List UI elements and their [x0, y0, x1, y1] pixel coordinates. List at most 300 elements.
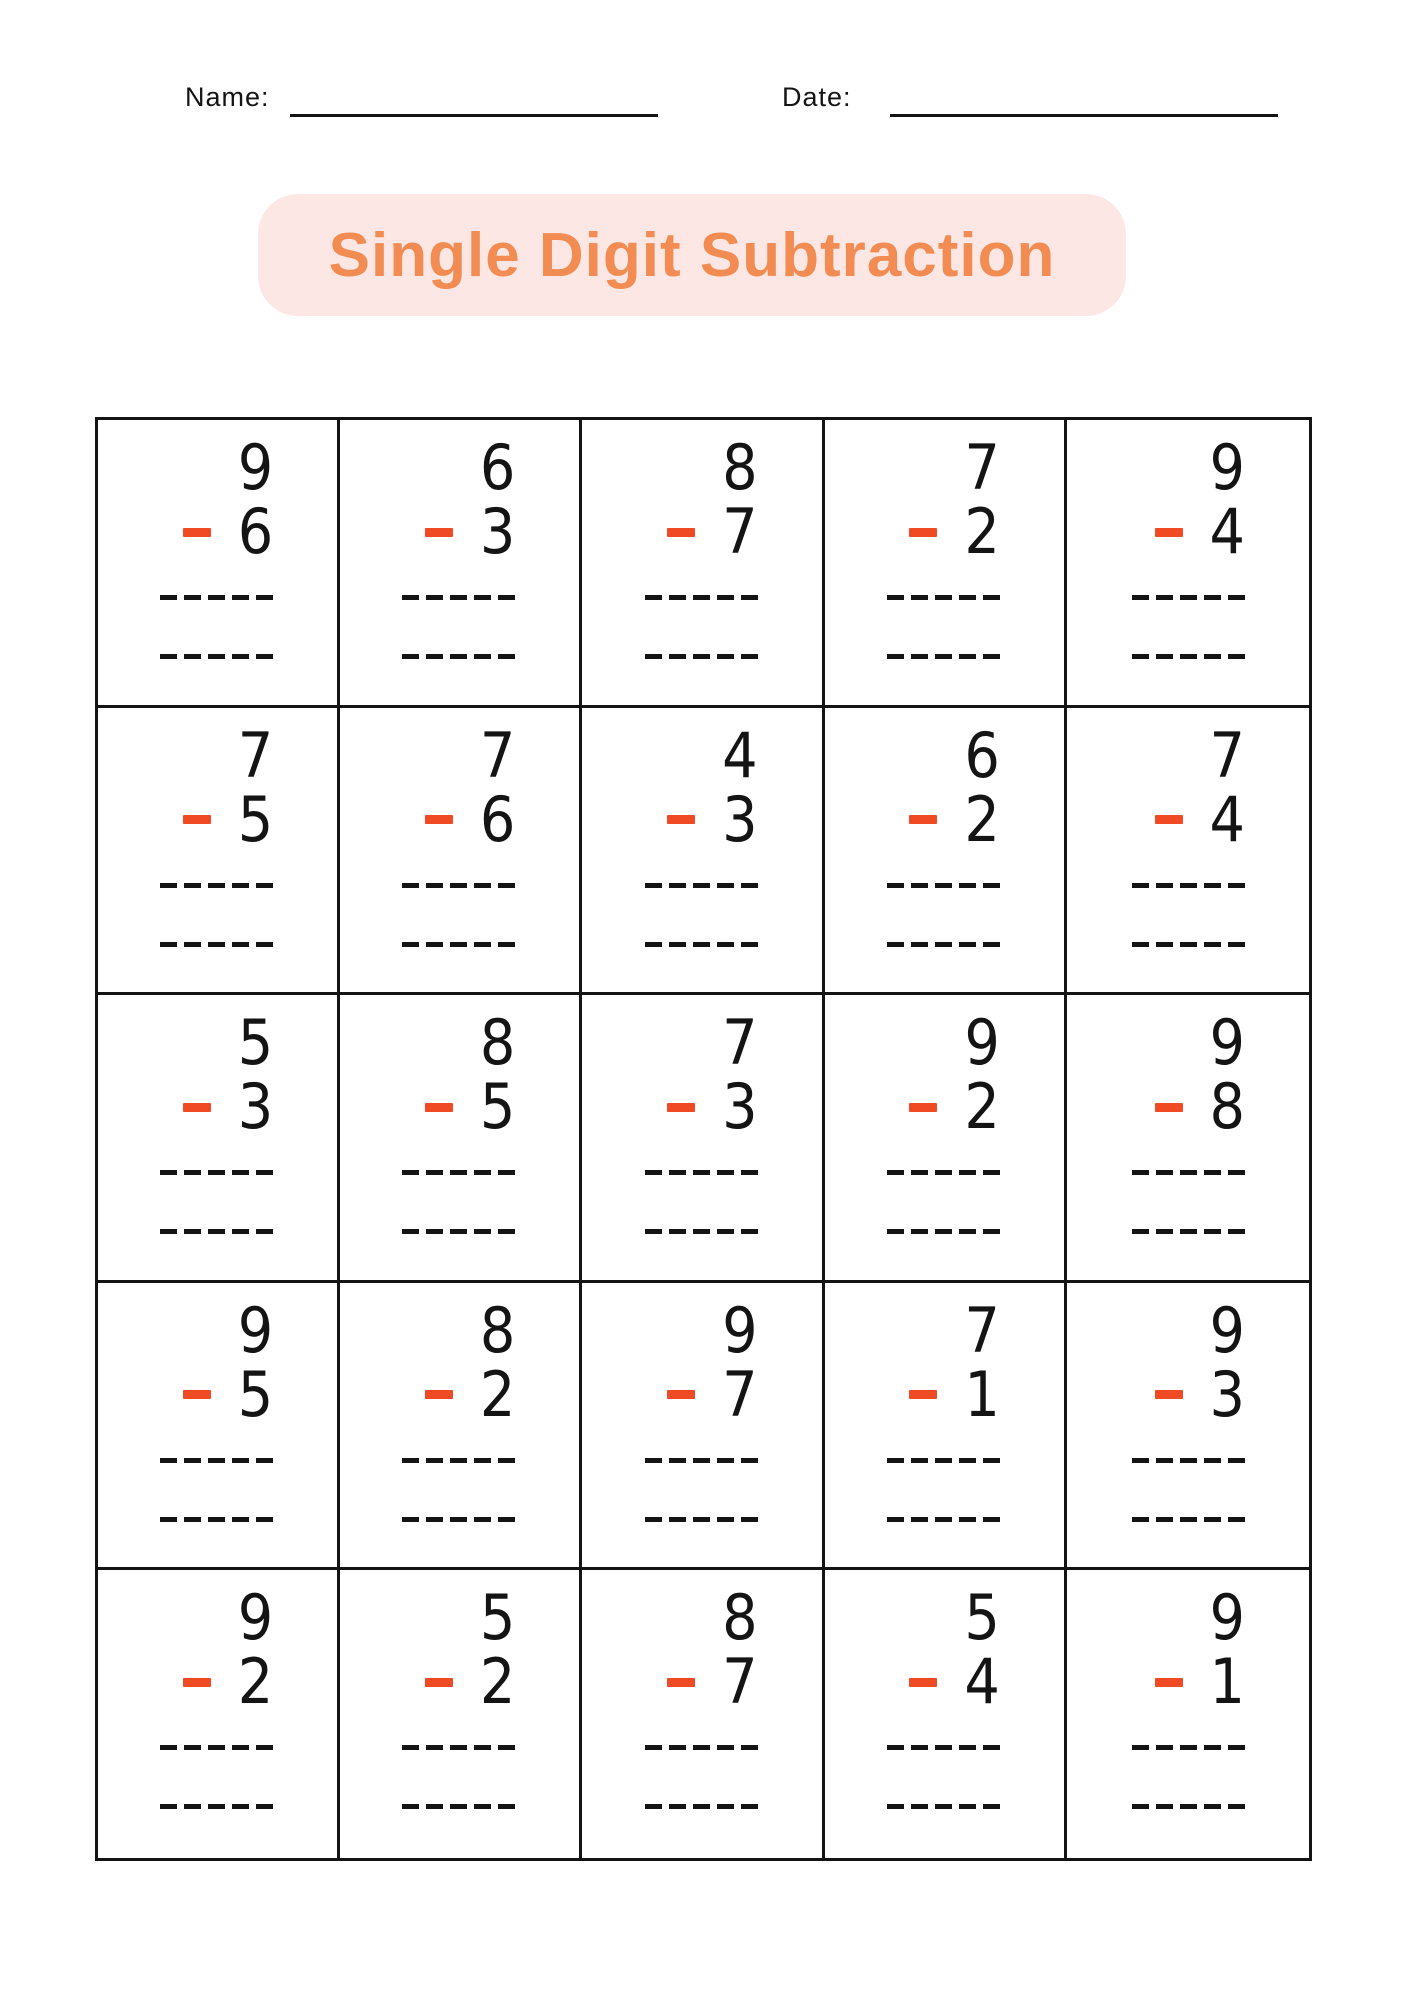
answer-dash	[450, 1170, 467, 1175]
problem-cell	[825, 1570, 1067, 1858]
answer-line	[1132, 942, 1245, 947]
answer-dash	[208, 1745, 225, 1750]
minus-icon	[1155, 1678, 1183, 1687]
answer-dash	[959, 883, 976, 888]
answer-dash	[911, 883, 928, 888]
answer-dash	[450, 883, 467, 888]
subtraction-row	[183, 1070, 274, 1144]
answer-line	[160, 1458, 273, 1463]
minuend: 9	[1209, 431, 1245, 504]
answer-dash	[645, 1517, 662, 1522]
answer-dash	[1204, 883, 1221, 888]
answer-dash	[741, 595, 758, 600]
answer-dash	[232, 1458, 249, 1463]
answer-dash	[717, 595, 734, 600]
subtraction-row	[425, 1645, 516, 1719]
answer-dash	[208, 1229, 225, 1234]
answer-dash	[474, 942, 491, 947]
answer-dash	[402, 595, 419, 600]
minus-icon	[183, 815, 211, 824]
answer-line	[1132, 1458, 1245, 1463]
answer-dash	[208, 1804, 225, 1809]
answer-dash	[741, 1170, 758, 1175]
answer-dash	[184, 654, 201, 659]
answer-dash	[1132, 1170, 1149, 1175]
minuend: 8	[479, 1293, 516, 1367]
minus-icon	[909, 815, 937, 824]
answer-dash	[741, 1804, 758, 1809]
answer-dash	[256, 883, 273, 888]
answer-dash	[959, 942, 976, 947]
minuend: 8	[479, 1006, 516, 1080]
problems-grid	[95, 417, 1312, 1861]
minuend: 7	[1209, 718, 1245, 792]
answer-dash	[1132, 883, 1149, 888]
answer-line	[402, 1170, 515, 1175]
answer-dash	[402, 654, 419, 659]
answer-dash	[498, 1517, 515, 1522]
minus-icon	[1155, 1390, 1183, 1399]
answer-dash	[1180, 1517, 1197, 1522]
answer-dash	[887, 1517, 904, 1522]
answer-dash	[645, 595, 662, 600]
subtraction-row	[183, 1357, 274, 1431]
minuend: 9	[964, 1006, 1000, 1080]
answer-dash	[402, 883, 419, 888]
answer-dash	[208, 1517, 225, 1522]
subtraction-row	[909, 782, 1000, 856]
answer-line	[645, 654, 758, 659]
minus-icon	[909, 1103, 937, 1112]
answer-dash	[474, 1170, 491, 1175]
minuend: 9	[1209, 1581, 1245, 1655]
subtraction-row	[1155, 782, 1245, 856]
subtrahend: 3	[722, 782, 758, 856]
answer-line	[1132, 1170, 1245, 1175]
answer-dash	[741, 1458, 758, 1463]
answer-dash	[1180, 883, 1197, 888]
minus-icon	[909, 1678, 937, 1687]
answer-dash	[959, 1804, 976, 1809]
answer-dash	[184, 1517, 201, 1522]
answer-dash	[935, 1804, 952, 1809]
subtrahend: 6	[479, 782, 516, 856]
answer-dash	[208, 942, 225, 947]
answer-dash	[450, 1804, 467, 1809]
subtraction-row	[909, 1357, 1000, 1431]
answer-dash	[693, 1170, 710, 1175]
answer-dash	[474, 1517, 491, 1522]
answer-dash	[983, 654, 1000, 659]
answer-dash	[256, 1229, 273, 1234]
answer-dash	[232, 1170, 249, 1175]
answer-dash	[983, 1229, 1000, 1234]
name-label: Name:	[185, 82, 270, 112]
minus-icon	[425, 815, 453, 824]
minuend: 8	[722, 431, 758, 504]
subtrahend: 7	[722, 1357, 758, 1431]
answer-dash	[645, 1458, 662, 1463]
answer-dash	[1156, 1804, 1173, 1809]
answer-line	[402, 1517, 515, 1522]
answer-dash	[426, 942, 443, 947]
subtraction-row	[1155, 1357, 1245, 1431]
problem-cell	[1067, 420, 1309, 708]
minus-icon	[183, 1103, 211, 1112]
answer-dash	[911, 1458, 928, 1463]
minuend: 5	[479, 1581, 516, 1655]
answer-dash	[741, 883, 758, 888]
answer-line	[887, 1517, 1000, 1522]
answer-line	[160, 654, 273, 659]
answer-dash	[450, 942, 467, 947]
minuend: 7	[479, 718, 516, 792]
answer-dash	[1156, 654, 1173, 659]
problem-cell	[1067, 708, 1309, 996]
answer-dash	[402, 1517, 419, 1522]
subtraction-row	[183, 1645, 274, 1719]
answer-dash	[474, 1458, 491, 1463]
minuend: 7	[964, 431, 1000, 504]
subtrahend: 4	[1209, 782, 1245, 856]
problem-cell	[1067, 1283, 1309, 1571]
answer-dash	[450, 1229, 467, 1234]
answer-dash	[208, 654, 225, 659]
subtrahend: 5	[237, 1357, 274, 1431]
subtraction-row	[1155, 1070, 1245, 1144]
minus-icon	[909, 528, 937, 537]
answer-dash	[256, 1458, 273, 1463]
answer-dash	[1204, 595, 1221, 600]
answer-line	[887, 654, 1000, 659]
answer-dash	[426, 1458, 443, 1463]
minuend: 5	[237, 1006, 274, 1080]
answer-dash	[887, 1745, 904, 1750]
answer-line	[887, 1458, 1000, 1463]
answer-dash	[959, 1170, 976, 1175]
answer-dash	[693, 942, 710, 947]
answer-dash	[184, 595, 201, 600]
answer-dash	[935, 1170, 952, 1175]
problem-cell	[340, 420, 582, 708]
answer-dash	[1156, 1170, 1173, 1175]
answer-dash	[1132, 1229, 1149, 1234]
answer-dash	[232, 942, 249, 947]
answer-line	[887, 883, 1000, 888]
answer-dash	[184, 1170, 201, 1175]
answer-dash	[983, 1170, 1000, 1175]
subtraction-row	[667, 1070, 758, 1144]
answer-line	[1132, 1745, 1245, 1750]
minus-icon	[1155, 1103, 1183, 1112]
answer-line	[160, 1517, 273, 1522]
answer-dash	[669, 942, 686, 947]
minuend: 7	[722, 1006, 758, 1080]
answer-line	[402, 595, 515, 600]
answer-dash	[887, 1170, 904, 1175]
answer-dash	[717, 942, 734, 947]
answer-dash	[741, 942, 758, 947]
answer-dash	[160, 883, 177, 888]
answer-dash	[160, 595, 177, 600]
answer-dash	[256, 1170, 273, 1175]
minuend: 9	[1209, 1293, 1245, 1367]
answer-dash	[983, 1517, 1000, 1522]
minuend: 9	[722, 1293, 758, 1367]
minuend: 9	[237, 1581, 274, 1655]
subtraction-row	[667, 495, 758, 568]
answer-dash	[911, 942, 928, 947]
answer-dash	[693, 1229, 710, 1234]
problem-cell	[98, 708, 340, 996]
answer-dash	[1228, 654, 1245, 659]
answer-dash	[693, 1804, 710, 1809]
answer-line	[402, 1745, 515, 1750]
answer-dash	[669, 1229, 686, 1234]
subtrahend: 2	[479, 1645, 516, 1719]
answer-dash	[160, 942, 177, 947]
problem-cell	[98, 995, 340, 1283]
answer-dash	[717, 1229, 734, 1234]
answer-line	[160, 1745, 273, 1750]
answer-dash	[1204, 1458, 1221, 1463]
answer-line	[645, 1170, 758, 1175]
answer-dash	[1132, 1745, 1149, 1750]
answer-dash	[741, 654, 758, 659]
answer-line	[402, 654, 515, 659]
answer-dash	[645, 942, 662, 947]
answer-line	[1132, 1229, 1245, 1234]
minus-icon	[667, 528, 695, 537]
answer-dash	[1180, 942, 1197, 947]
minuend: 7	[237, 718, 274, 792]
answer-line	[402, 883, 515, 888]
answer-dash	[935, 654, 952, 659]
answer-line	[402, 1458, 515, 1463]
answer-dash	[1228, 1517, 1245, 1522]
subtrahend: 2	[964, 782, 1000, 856]
subtrahend: 3	[479, 495, 516, 568]
answer-dash	[1156, 1745, 1173, 1750]
minuend: 9	[237, 1293, 274, 1367]
answer-dash	[645, 654, 662, 659]
answer-dash	[669, 883, 686, 888]
date-write-line	[890, 114, 1278, 117]
minus-icon	[425, 1678, 453, 1687]
subtraction-row	[667, 782, 758, 856]
problem-cell	[1067, 1570, 1309, 1858]
answer-dash	[1180, 1458, 1197, 1463]
answer-dash	[232, 1745, 249, 1750]
answer-dash	[717, 1517, 734, 1522]
answer-dash	[208, 1458, 225, 1463]
answer-dash	[474, 1804, 491, 1809]
answer-line	[887, 1170, 1000, 1175]
answer-dash	[426, 1804, 443, 1809]
answer-dash	[645, 883, 662, 888]
answer-line	[887, 1745, 1000, 1750]
answer-line	[645, 942, 758, 947]
answer-dash	[1228, 1170, 1245, 1175]
problem-cell	[825, 708, 1067, 996]
answer-dash	[256, 595, 273, 600]
answer-dash	[232, 595, 249, 600]
answer-dash	[1204, 654, 1221, 659]
answer-dash	[232, 1804, 249, 1809]
answer-dash	[1156, 1458, 1173, 1463]
answer-line	[887, 1804, 1000, 1809]
answer-dash	[1204, 1170, 1221, 1175]
answer-dash	[717, 1804, 734, 1809]
answer-dash	[959, 1229, 976, 1234]
answer-dash	[450, 1745, 467, 1750]
answer-dash	[256, 654, 273, 659]
answer-dash	[645, 1170, 662, 1175]
answer-dash	[911, 595, 928, 600]
page-title: Single Digit Subtraction	[328, 220, 1056, 290]
subtrahend: 6	[237, 495, 274, 568]
answer-dash	[1228, 1745, 1245, 1750]
answer-dash	[717, 883, 734, 888]
answer-line	[1132, 595, 1245, 600]
answer-dash	[450, 654, 467, 659]
subtraction-row	[425, 782, 516, 856]
answer-dash	[498, 883, 515, 888]
answer-dash	[669, 1804, 686, 1809]
answer-dash	[450, 595, 467, 600]
answer-dash	[959, 1745, 976, 1750]
answer-dash	[498, 1229, 515, 1234]
subtraction-row	[183, 495, 274, 568]
subtrahend: 5	[479, 1070, 516, 1144]
answer-dash	[645, 1229, 662, 1234]
subtraction-row	[425, 495, 516, 568]
subtraction-row	[425, 1070, 516, 1144]
answer-line	[645, 1804, 758, 1809]
answer-dash	[1228, 1458, 1245, 1463]
subtrahend: 1	[964, 1357, 1000, 1431]
answer-dash	[693, 1517, 710, 1522]
answer-dash	[983, 942, 1000, 947]
answer-line	[402, 1804, 515, 1809]
answer-dash	[959, 1458, 976, 1463]
title-banner	[258, 194, 1126, 316]
answer-dash	[645, 1804, 662, 1809]
minus-icon	[909, 1390, 937, 1399]
subtrahend: 8	[1209, 1070, 1245, 1144]
subtraction-row	[1155, 495, 1245, 568]
answer-dash	[669, 595, 686, 600]
subtraction-row	[425, 1357, 516, 1431]
answer-dash	[887, 942, 904, 947]
answer-dash	[498, 654, 515, 659]
answer-dash	[1132, 942, 1149, 947]
answer-dash	[474, 595, 491, 600]
answer-dash	[1132, 595, 1149, 600]
answer-dash	[256, 1804, 273, 1809]
answer-dash	[887, 654, 904, 659]
answer-dash	[959, 654, 976, 659]
minuend: 6	[479, 431, 516, 504]
answer-dash	[693, 654, 710, 659]
problem-cell	[98, 1283, 340, 1571]
problem-cell	[582, 995, 824, 1283]
minus-icon	[183, 1390, 211, 1399]
answer-dash	[1204, 1745, 1221, 1750]
answer-dash	[887, 883, 904, 888]
problem-cell	[340, 708, 582, 996]
answer-dash	[426, 883, 443, 888]
answer-dash	[911, 1804, 928, 1809]
problem-cell	[340, 995, 582, 1283]
minus-icon	[1155, 815, 1183, 824]
answer-dash	[741, 1745, 758, 1750]
answer-dash	[1180, 1745, 1197, 1750]
subtrahend: 1	[1209, 1645, 1245, 1719]
subtraction-row	[1155, 1645, 1245, 1719]
answer-dash	[1228, 942, 1245, 947]
answer-dash	[498, 942, 515, 947]
answer-dash	[935, 1745, 952, 1750]
minus-icon	[667, 1678, 695, 1687]
answer-dash	[232, 1517, 249, 1522]
answer-dash	[256, 1745, 273, 1750]
answer-line	[1132, 1517, 1245, 1522]
answer-line	[1132, 883, 1245, 888]
problem-cell	[582, 1283, 824, 1571]
answer-dash	[1228, 1804, 1245, 1809]
problem-cell	[1067, 995, 1309, 1283]
answer-dash	[184, 1745, 201, 1750]
answer-line	[160, 942, 273, 947]
answer-dash	[887, 595, 904, 600]
answer-dash	[1156, 883, 1173, 888]
subtrahend: 3	[1209, 1357, 1245, 1431]
answer-dash	[402, 1229, 419, 1234]
minus-icon	[425, 528, 453, 537]
answer-dash	[160, 1804, 177, 1809]
answer-dash	[717, 1170, 734, 1175]
problem-cell	[340, 1570, 582, 1858]
answer-dash	[1204, 1517, 1221, 1522]
answer-dash	[911, 654, 928, 659]
minuend: 9	[237, 431, 274, 504]
answer-dash	[1228, 883, 1245, 888]
answer-dash	[232, 1229, 249, 1234]
answer-line	[645, 1229, 758, 1234]
answer-dash	[474, 1745, 491, 1750]
answer-line	[402, 1229, 515, 1234]
answer-line	[160, 1170, 273, 1175]
answer-dash	[1180, 1170, 1197, 1175]
answer-line	[1132, 654, 1245, 659]
subtrahend: 2	[479, 1357, 516, 1431]
name-write-line	[290, 114, 658, 117]
answer-dash	[693, 595, 710, 600]
answer-dash	[498, 1170, 515, 1175]
answer-line	[887, 595, 1000, 600]
subtraction-row	[909, 1645, 1000, 1719]
answer-dash	[911, 1745, 928, 1750]
answer-dash	[983, 1804, 1000, 1809]
answer-dash	[983, 595, 1000, 600]
problem-cell	[825, 420, 1067, 708]
problem-cell	[825, 995, 1067, 1283]
minuend: 5	[964, 1581, 1000, 1655]
subtraction-row	[183, 782, 274, 856]
answer-dash	[474, 1229, 491, 1234]
answer-dash	[717, 1745, 734, 1750]
